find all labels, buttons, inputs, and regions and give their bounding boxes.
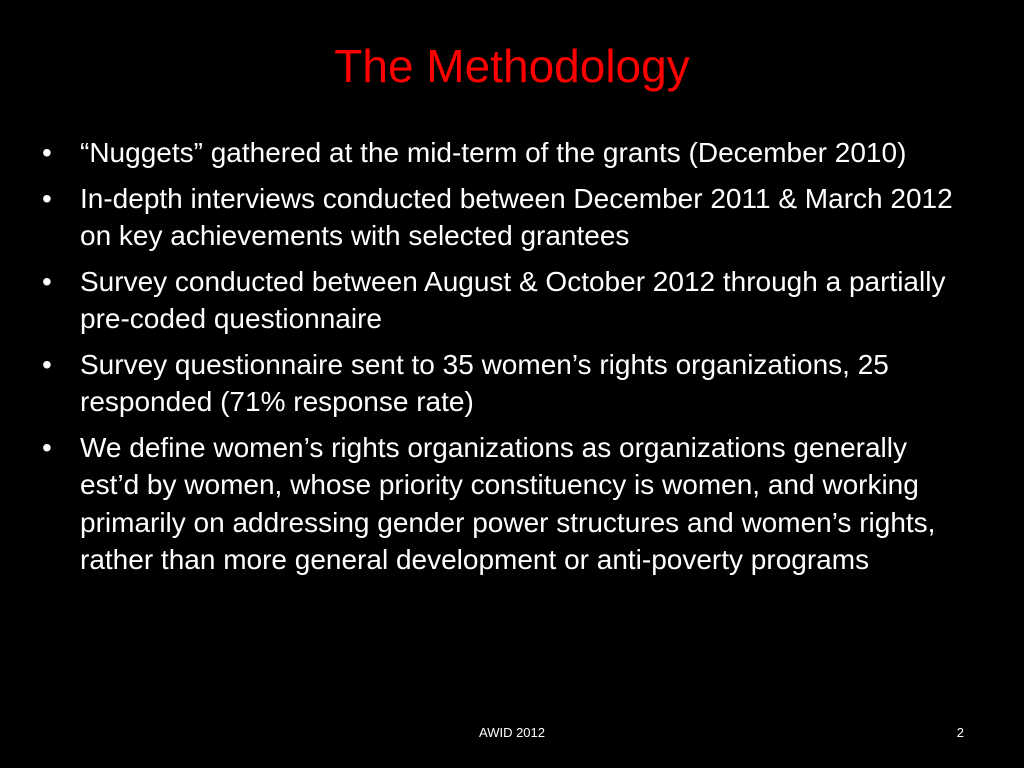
bullet-text: In-depth interviews conducted between December 2011 & March 2012 on key achievements with selected grantees (80, 182, 953, 251)
bullet-item (42, 429, 972, 579)
bullet-text: We define women’s rights organizations as organizations generally est’d by women, whose priority constituency is women, and working primarily on addressing gender power structures and women’s rights, rather than more general development or anti-poverty programs (80, 431, 936, 575)
bullet-item (42, 263, 972, 338)
bullet-icon: • (42, 431, 52, 463)
bullet-text: Survey questionnaire sent to 35 women’s rights organizations, 25 responded (71% response rate) (80, 348, 889, 417)
bullet-text: Survey conducted between August & October 2012 through a partially pre-coded questionnaire (80, 265, 946, 334)
bullet-item (42, 134, 972, 172)
bullet-icon: • (42, 265, 52, 297)
bullet-item (42, 346, 972, 421)
bullet-list (42, 134, 972, 587)
slide-title: The Methodology (334, 40, 690, 92)
bullet-icon: • (42, 137, 52, 168)
bullet-item (42, 180, 972, 255)
page-number: 2 (956, 725, 964, 740)
bullet-text: “Nuggets” gathered at the mid-term of the grants (December 2010) (80, 137, 907, 168)
bullet-icon: • (42, 348, 52, 380)
bullet-icon: • (42, 182, 52, 214)
footer-text: AWID 2012 (479, 725, 545, 740)
